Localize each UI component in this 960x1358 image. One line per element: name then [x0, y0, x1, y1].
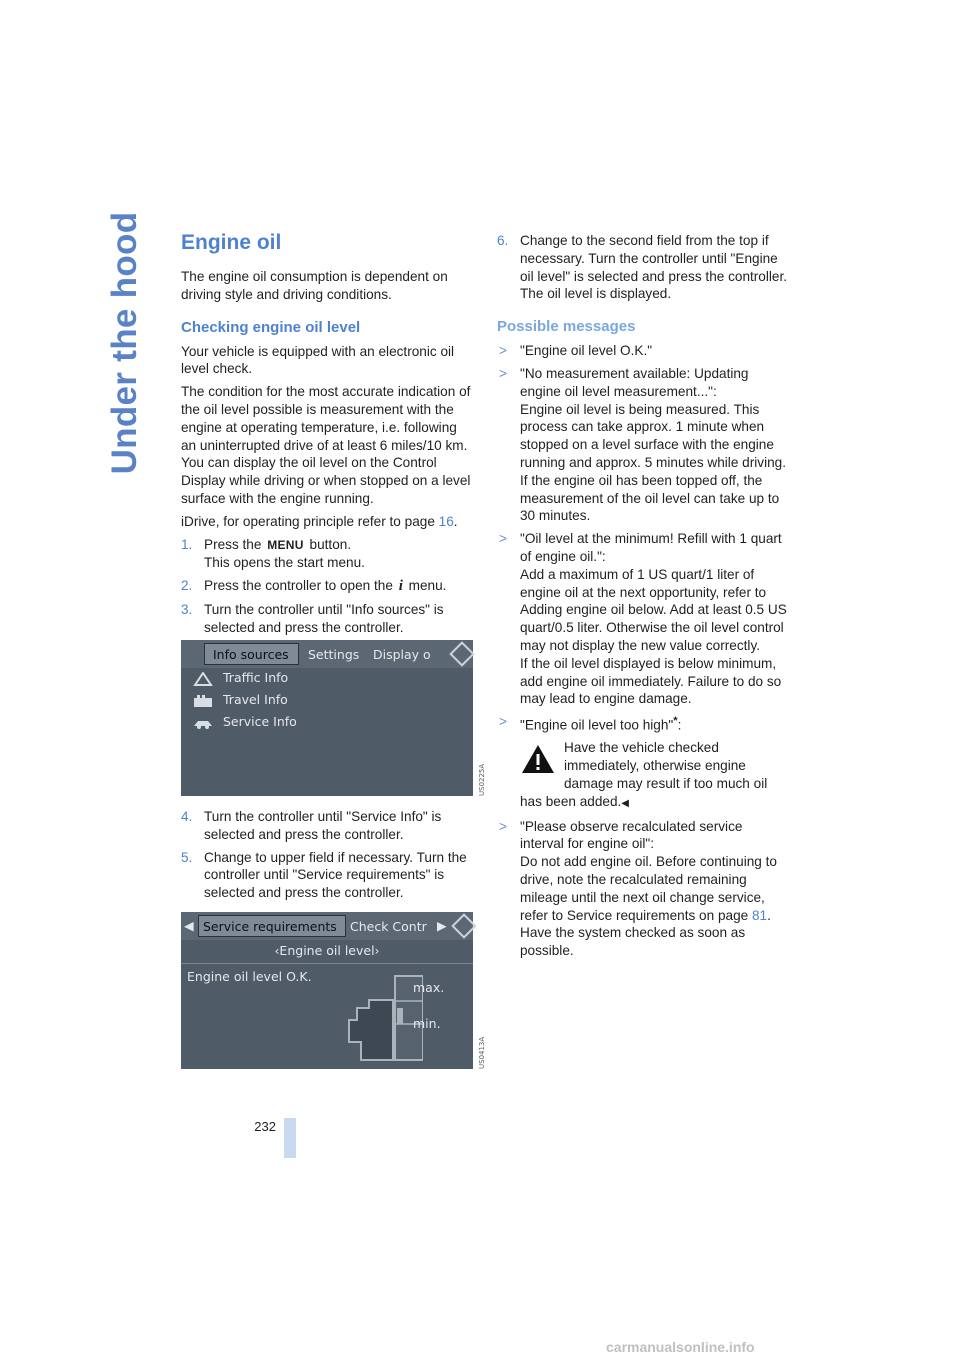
step-number: 2.: [181, 578, 193, 594]
tab-label: Service requirements: [203, 919, 337, 934]
left-arrow-icon: ◀: [184, 918, 194, 933]
message-text: Do not add engine oil. Before continuing to drive, note the recalculated remaining mileage until the next oil change service, refer to Service requirements on page: [520, 854, 777, 923]
image-code-1: US0225A: [478, 763, 486, 796]
step-number: 6.: [497, 233, 509, 248]
step-1: [181, 536, 473, 573]
menu-button-icon: MENU: [267, 537, 304, 552]
menu-item-traffic-info: Traffic Info: [223, 670, 289, 685]
step-text: Change to the second field from the top if necessary. Turn the controller until "Engine oil level" is selected and press the controller. The oil level is displayed.: [520, 233, 788, 302]
tab-check-control: Check Contr: [350, 919, 427, 934]
bullet-marker: >: [499, 531, 507, 547]
footer-watermark: carmanualsonline.info: [606, 1339, 755, 1355]
step-text: Press the controller to open the: [204, 578, 397, 594]
step-text: Change to upper field if necessary. Turn the controller until "Service requirements" is selected and press the controller.: [204, 849, 467, 901]
warning-icon: [520, 743, 556, 775]
message-3: [497, 530, 789, 708]
bullet-marker: >: [499, 714, 507, 730]
message-text: Add a maximum of 1 US quart/1 liter of engine oil at the next opportunity, refer to Adding engine oil below. Add at least 0.5 US quart/0.5 liter. Otherwise the oil level control may not display the new value correctly.: [520, 566, 787, 653]
warning-text: Have the vehicle checked immediately, otherwise engine damage may result if too much oil has been added.: [520, 740, 768, 809]
message-text: :: [677, 717, 682, 733]
step-number: 1.: [181, 536, 193, 552]
message-text: "Engine oil level too high": [520, 717, 674, 733]
paragraph-equipped: Your vehicle is equipped with an electronic oil level check.: [181, 343, 455, 377]
idrive-end: .: [453, 513, 458, 529]
step-number: 3.: [181, 601, 193, 617]
bullet-marker: >: [499, 343, 507, 359]
step-text: button.: [305, 536, 352, 552]
section-title: Engine oil: [181, 231, 282, 254]
side-chapter-title: [96, 211, 154, 475]
menu-item-travel-info: Travel Info: [223, 692, 288, 707]
message-text: If the engine oil has been topped off, the measurement of the oil level can take up to 30 minutes.: [520, 472, 780, 524]
idrive-text: iDrive, for operating principle refer to page: [181, 513, 439, 529]
paragraph-idrive: [181, 513, 473, 531]
option-star: *: [673, 715, 678, 728]
warning-block: [520, 739, 789, 812]
paragraph-condition: The condition for the most accurate indication of the oil level possible is measurement with the engine at operating temperature, i.e. following an uninterrupted drive of at least 6 miles/10 km. You can display the oil level on the Control Display while driving or when stopped on a level surface with the engine running.: [181, 384, 471, 506]
message-text: "Engine oil level O.K.": [520, 343, 653, 359]
message-text: Engine oil level is being measured. This process can take approx. 1 minute when stopped on a level surface with the engine running and approx. 5 minutes while driving.: [520, 401, 786, 470]
step-5: [181, 849, 473, 902]
page-link-16[interactable]: 16: [438, 513, 454, 529]
step-6: [497, 232, 789, 303]
min-label: min.: [413, 1016, 441, 1031]
step-text: This opens the start menu.: [204, 555, 365, 571]
message-text: "No measurement available: Updating engine oil level measurement...":: [520, 365, 749, 399]
side-chapter-label: Under the hood: [105, 211, 144, 475]
page-number-bar: [284, 1118, 296, 1158]
right-column: [497, 232, 789, 965]
step-text: Press the: [204, 536, 266, 552]
step-number: 4.: [181, 809, 193, 824]
tab-service-requirements: [198, 915, 346, 937]
message-2: [497, 365, 789, 525]
traffic-info-icon: [193, 672, 213, 686]
messages-title: Possible messages: [497, 318, 636, 336]
control-display-screenshot-info-sources: [181, 640, 473, 796]
end-mark: ◀: [621, 797, 629, 809]
message-1: [497, 342, 789, 360]
step-text: menu.: [404, 578, 447, 594]
engine-oil-icon: [339, 968, 423, 1066]
travel-info-icon: [193, 694, 213, 708]
max-label: max.: [413, 980, 445, 995]
tab-display: Display o: [373, 647, 431, 662]
page-number: 232: [254, 1119, 276, 1134]
message-text: "Please observe recalculated service interval for engine oil":: [520, 818, 743, 852]
message-text: If the oil level displayed is below minimum, add engine oil immediately. Failure to do so may lead to engine damage.: [520, 655, 782, 707]
bullet-marker: >: [499, 818, 507, 834]
step-4: [181, 808, 473, 844]
subsection-title: Checking engine oil level: [181, 318, 361, 336]
message-4: [497, 713, 789, 813]
control-display-screenshot-engine-oil: [181, 912, 473, 1069]
step-number: 5.: [181, 849, 193, 865]
image-code-2: US0413A: [478, 1036, 486, 1069]
service-info-icon: [193, 716, 213, 730]
message-text: . Have the system checked as soon as possible.: [520, 907, 771, 959]
tab-settings: Settings: [308, 647, 360, 662]
bullet-marker: >: [499, 365, 507, 381]
message-text: "Oil level at the minimum! Refill with 1 quart of engine oil.":: [520, 531, 782, 564]
left-column: [181, 230, 473, 642]
tab-info-sources: [204, 643, 299, 665]
left-column-lower: [181, 808, 473, 907]
step-text: Turn the controller until "Info sources" is selected and press the controller.: [204, 601, 444, 635]
right-arrow-icon: ▶: [437, 918, 447, 933]
screen-subheader: ‹Engine oil level›: [274, 943, 380, 958]
info-icon: i: [398, 578, 403, 595]
oil-status-text: Engine oil level O.K.: [187, 969, 312, 984]
page-link-81[interactable]: 81: [751, 907, 768, 923]
step-text: Turn the controller until "Service Info" is selected and press the controller.: [204, 809, 442, 842]
menu-item-service-info: Service Info: [223, 714, 297, 729]
message-5: [497, 818, 789, 960]
tab-label: Info sources: [213, 647, 289, 662]
intro-paragraph: The engine oil consumption is dependent on driving style and driving conditions.: [181, 269, 448, 302]
step-3: [181, 601, 473, 637]
divider: [181, 963, 473, 964]
step-2: [181, 577, 473, 596]
